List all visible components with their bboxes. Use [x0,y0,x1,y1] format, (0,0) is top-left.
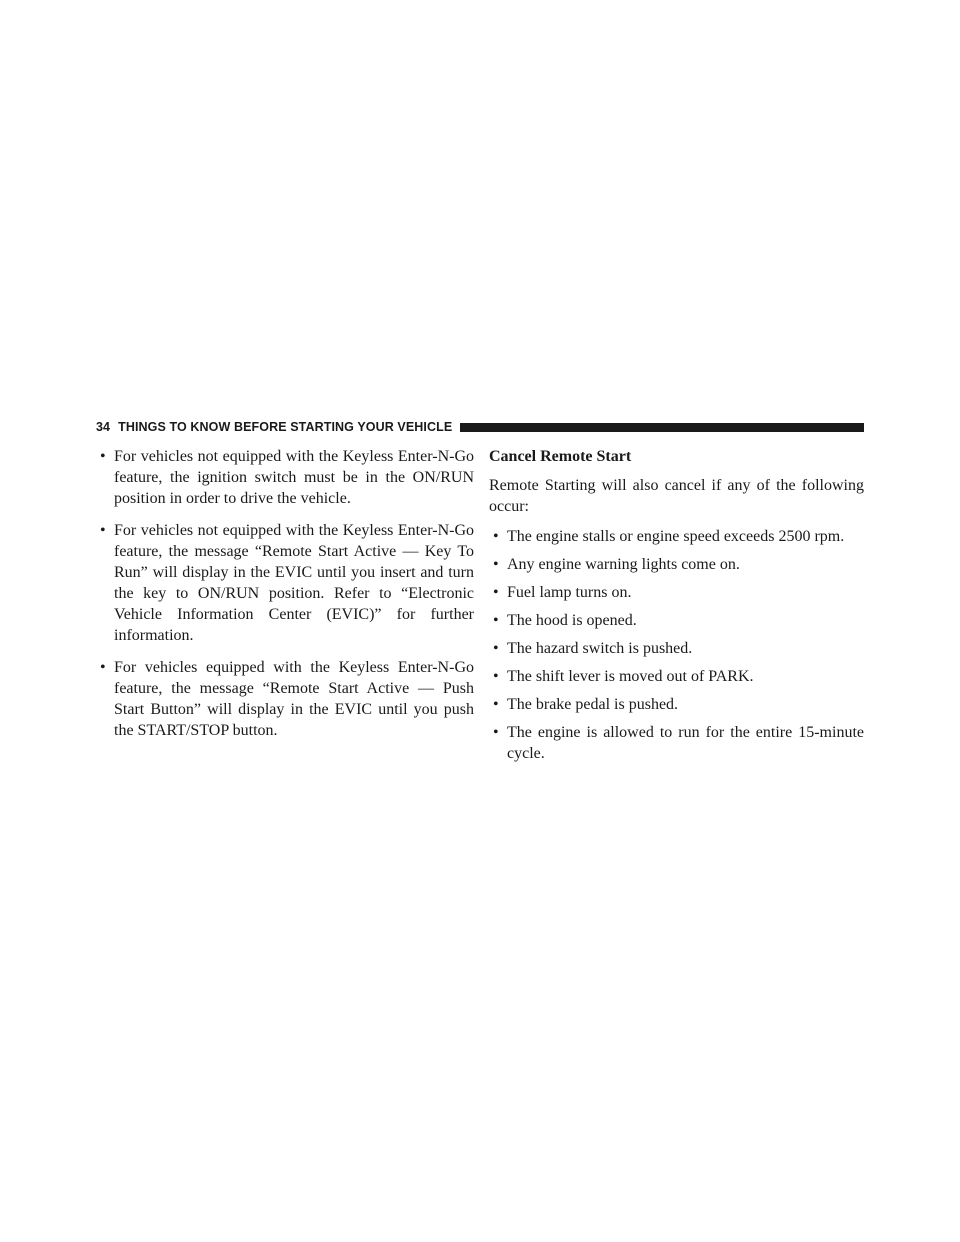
list-item [489,722,864,764]
list-item [96,446,474,509]
page-header [96,416,864,438]
left-column [96,446,474,752]
section-heading: Cancel Remote Start [489,448,632,465]
list-item-text: The hazard switch is pushed. [507,640,693,657]
list-item-text: The hood is opened. [507,612,637,629]
list-item-text: The engine is allowed to run for the entire 15-minute cycle. [507,724,864,762]
bullet-icon: • [493,612,499,629]
list-item-text: For vehicles not equipped with the Keyless Enter-N-Go feature, the message “Remote Start Active — Key To Run” will display in the EVIC until you insert and turn the key to ON/RUN position. Refer to “Electronic Vehicle Information Center (EVIC)” for further information. [114,522,474,644]
right-column [489,446,864,771]
list-item-text: The engine stalls or engine speed exceeds 2500 rpm. [507,528,845,545]
list-item [489,582,864,603]
list-item-text: The shift lever is moved out of PARK. [507,668,754,685]
list-item [489,638,864,659]
bullet-icon: • [100,659,106,676]
list-item [489,666,864,687]
bullet-icon: • [493,696,499,713]
bullet-icon: • [493,640,499,657]
bullet-icon: • [493,528,499,545]
left-bullet-list [96,446,474,741]
page-number: 34 [96,420,111,434]
list-item-text: The brake pedal is pushed. [507,696,679,713]
list-item-text: Any engine warning lights come on. [507,556,740,573]
header-rule [460,423,864,432]
section-title: THINGS TO KNOW BEFORE STARTING YOUR VEHICLE [118,420,453,434]
bullet-icon: • [100,448,106,465]
bullet-icon: • [493,724,499,741]
list-item [489,554,864,575]
bullet-icon: • [100,522,106,539]
intro-paragraph: Remote Starting will also cancel if any of the following occur: [489,477,864,515]
list-item [489,610,864,631]
list-item [489,694,864,715]
bullet-icon: • [493,584,499,601]
bullet-icon: • [493,668,499,685]
bullet-icon: • [493,556,499,573]
list-item-text: For vehicles not equipped with the Keyless Enter-N-Go feature, the ignition switch must be in the ON/RUN position in order to drive the vehicle. [114,448,474,507]
list-item [96,520,474,646]
right-bullet-list [489,526,864,764]
list-item [489,526,864,547]
list-item-text: Fuel lamp turns on. [507,584,632,601]
list-item [96,657,474,741]
list-item-text: For vehicles equipped with the Keyless Enter-N-Go feature, the message “Remote Start Active — Push Start Button” will display in the EVIC until you push the START/STOP button. [114,659,474,739]
